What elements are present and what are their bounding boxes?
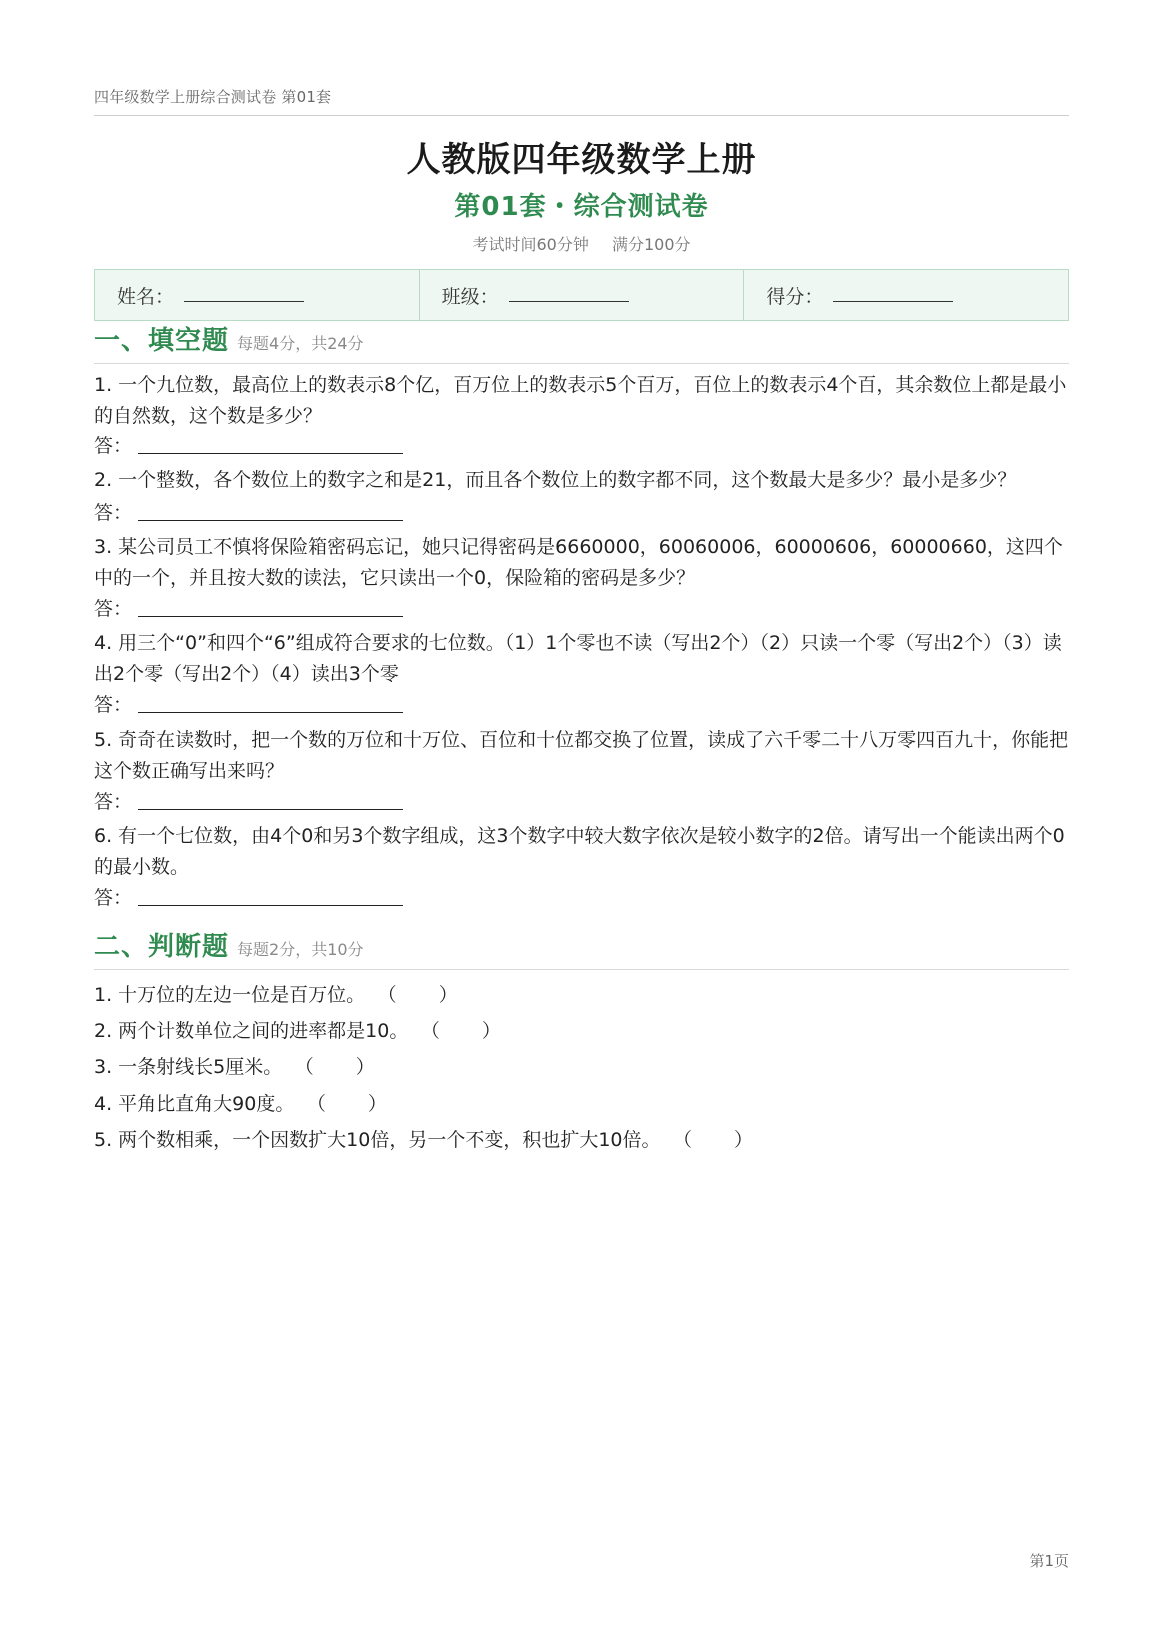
section-title: 一、填空题 — [94, 326, 230, 356]
paren-open: （ — [387, 984, 397, 1006]
paren-close: ） — [438, 984, 458, 1006]
name-blank[interactable] — [184, 301, 304, 302]
question-5: 5. 奇奇在读数时，把一个数的万位和十万位、百位和十位都交换了位置，读成了六千零二十八万零四百九十，你能把这个数正确写出来吗？ — [94, 729, 1069, 782]
answer-label: 答： — [94, 791, 133, 813]
answer-row-5 — [94, 787, 403, 814]
student-info-box — [94, 269, 1069, 321]
judge-question-text: 4. 平角比直角大90度。 — [94, 1093, 295, 1115]
section-fill-blank-header — [94, 320, 364, 357]
score-field — [743, 270, 1068, 320]
paren-close: ） — [355, 1056, 375, 1078]
judge-question-2 — [94, 1016, 501, 1043]
judge-question-text: 5. 两个数相乘，一个因数扩大10倍，另一个不变，积也扩大10倍。 — [94, 1129, 661, 1151]
answer-blank[interactable] — [138, 453, 403, 454]
paren-close: ） — [734, 1129, 754, 1151]
answer-paren[interactable] — [304, 1056, 375, 1078]
answer-label: 答： — [94, 435, 133, 457]
exam-full-score: 满分100分 — [611, 235, 691, 254]
page-number: 第1页 — [1029, 1552, 1069, 1570]
section-divider — [94, 363, 1069, 364]
answer-label: 答： — [94, 598, 133, 620]
judge-question-text: 3. 一条射线长5厘米。 — [94, 1056, 283, 1078]
judge-question-text: 2. 两个计数单位之间的进率都是10。 — [94, 1020, 409, 1042]
section-note: 每题2分，共10分 — [237, 940, 364, 959]
answer-paren[interactable] — [430, 1020, 501, 1042]
answer-label: 答： — [94, 502, 133, 524]
exam-page — [94, 0, 1069, 1638]
question-1: 1. 一个九位数，最高位上的数表示8个亿，百万位上的数表示5个百万，百位上的数表示4个百，其余数位上都是最小的自然数，这个数是多少？ — [94, 374, 1067, 427]
paren-open: （ — [430, 1020, 440, 1042]
class-label: 班级： — [441, 285, 499, 308]
section-divider — [94, 969, 1069, 970]
answer-row-1 — [94, 431, 403, 458]
question-4: 4. 用三个“0”和四个“6”组成符合要求的七位数。（1）1个零也不读（写出2个）（2）只读一个零（写出2个）（3）读出2个零（写出2个）（4）读出3个零 — [94, 632, 1062, 685]
answer-label: 答： — [94, 887, 133, 909]
section-title: 二、判断题 — [94, 932, 230, 962]
answer-row-6 — [94, 883, 403, 910]
question-6: 6. 有一个七位数，由4个0和另3个数字组成，这3个数字中较大数字依次是较小数字的2倍。请写出一个能读出两个0的最小数。 — [94, 825, 1065, 878]
judge-question-text: 1. 十万位的左边一位是百万位。 — [94, 984, 366, 1006]
answer-blank[interactable] — [138, 712, 403, 713]
answer-row-3 — [94, 594, 403, 621]
page-title: 人教版四年级数学上册 — [406, 140, 757, 180]
paren-open: （ — [682, 1129, 693, 1151]
paren-open: （ — [304, 1056, 314, 1078]
question-2: 2. 一个整数，各个数位上的数字之和是21，而且各个数位上的数字都不同，这个数最大是多少？最小是多少？ — [94, 469, 1017, 491]
page-subtitle: 第01套・综合测试卷 — [454, 192, 709, 222]
answer-blank[interactable] — [138, 905, 403, 906]
exam-info — [94, 232, 1069, 255]
score-label: 得分： — [766, 285, 824, 308]
answer-row-2 — [94, 498, 403, 525]
header-divider — [94, 115, 1069, 116]
class-field — [419, 270, 744, 320]
section-note: 每题4分，共24分 — [237, 334, 364, 353]
answer-blank[interactable] — [138, 809, 403, 810]
section-true-false-header — [94, 926, 364, 963]
paren-close: ） — [481, 1020, 501, 1042]
answer-label: 答： — [94, 694, 133, 716]
exam-time: 考试时间60分钟 — [472, 235, 589, 254]
name-field — [95, 270, 419, 320]
answer-blank[interactable] — [138, 520, 403, 521]
running-header: 四年级数学上册综合测试卷 第01套 — [94, 88, 332, 106]
judge-question-3 — [94, 1052, 375, 1079]
paren-close: ） — [367, 1093, 387, 1115]
judge-question-4 — [94, 1089, 387, 1116]
answer-paren[interactable] — [683, 1129, 754, 1151]
answer-paren[interactable] — [387, 984, 458, 1006]
judge-question-5 — [94, 1125, 753, 1152]
question-3: 3. 某公司员工不慎将保险箱密码忘记，她只记得密码是6660000，60060006，60000606，60000660，这四个中的一个，并且按大数的读法，它只读出一个0，保险箱的密码是多少？ — [94, 536, 1063, 589]
answer-paren[interactable] — [316, 1093, 387, 1115]
class-blank[interactable] — [509, 301, 629, 302]
paren-open: （ — [316, 1093, 326, 1115]
judge-question-1 — [94, 980, 458, 1007]
answer-blank[interactable] — [138, 616, 403, 617]
score-blank[interactable] — [833, 301, 953, 302]
name-label: 姓名： — [117, 285, 175, 308]
answer-row-4 — [94, 690, 403, 717]
